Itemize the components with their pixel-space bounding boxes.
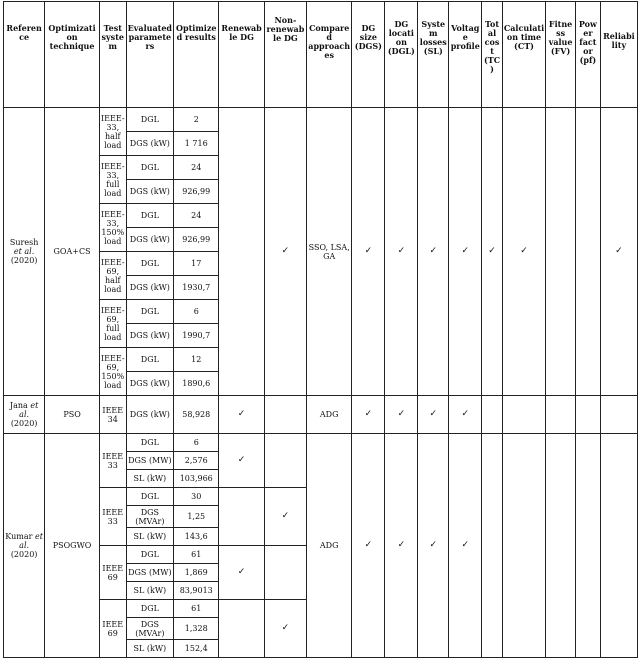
parameter: DGS (kW) xyxy=(126,396,173,434)
renewable-dg-kumar xyxy=(219,600,264,658)
dg-location-check-icon: ✓ xyxy=(385,108,418,396)
non-renewable-dg-check-icon: ✓ xyxy=(264,488,306,546)
result: 152,4 xyxy=(174,640,219,658)
non-renewable-dg-check-icon: ✓ xyxy=(264,600,306,658)
result: 1,869 xyxy=(174,564,219,582)
parameter: DGS (MVAr) xyxy=(126,506,173,528)
test-system: IEEE 33 xyxy=(99,434,126,488)
parameter: DGL xyxy=(126,156,173,180)
reference-author: Kumar xyxy=(5,532,33,541)
header-fitness-value: Fitness value (FV) xyxy=(546,2,576,108)
compared-suresh: SSO, LSA, GA xyxy=(307,108,352,396)
reference-kumar xyxy=(4,434,45,658)
voltage-profile-check-icon: ✓ xyxy=(449,108,482,396)
result: 2 xyxy=(174,108,219,132)
non-renewable-dg-kumar xyxy=(264,434,306,488)
parameter: DGS (MW) xyxy=(126,564,173,582)
parameter: DGL xyxy=(126,488,173,506)
power-factor-jana xyxy=(576,396,601,434)
system-losses-check-icon: ✓ xyxy=(418,434,449,658)
parameter: DGL xyxy=(126,546,173,564)
parameter: DGL xyxy=(126,348,173,372)
result: 58,928 xyxy=(174,396,219,434)
renewable-dg-suresh xyxy=(219,108,264,396)
technique-jana: PSO xyxy=(45,396,100,434)
header-compared-approaches: Compared approaches xyxy=(307,2,352,108)
reference-year: (2020) xyxy=(10,550,38,559)
non-renewable-dg-jana xyxy=(264,396,306,434)
parameter: DGS (MVAr) xyxy=(126,618,173,640)
reference-year: (2020) xyxy=(10,419,38,428)
parameter: SL (kW) xyxy=(126,528,173,546)
result: 61 xyxy=(174,546,219,564)
result: 103,966 xyxy=(174,470,219,488)
power-factor-suresh xyxy=(576,108,601,396)
parameter: DGL xyxy=(126,108,173,132)
reference-author: Suresh xyxy=(9,238,39,247)
renewable-dg-check-icon: ✓ xyxy=(219,396,264,434)
reference-etal: et al. xyxy=(19,532,43,550)
reference-jana xyxy=(4,396,45,434)
result: 24 xyxy=(174,204,219,228)
dg-size-check-icon: ✓ xyxy=(352,396,385,434)
test-system: IEEE-69, full load xyxy=(99,300,126,348)
test-system: IEEE 33 xyxy=(99,488,126,546)
test-system: IEEE-69, half load xyxy=(99,252,126,300)
header-dg-location: DG location (DGL) xyxy=(385,2,418,108)
result: 12 xyxy=(174,348,219,372)
comparison-table-container xyxy=(3,1,638,658)
result: 61 xyxy=(174,600,219,618)
power-factor-kumar xyxy=(576,434,601,658)
renewable-dg-check-icon: ✓ xyxy=(219,434,264,488)
result: 2,576 xyxy=(174,452,219,470)
parameter: DGS (kW) xyxy=(126,324,173,348)
parameter: DGL xyxy=(126,434,173,452)
voltage-profile-check-icon: ✓ xyxy=(449,434,482,658)
parameter: DGS (kW) xyxy=(126,228,173,252)
result: 6 xyxy=(174,300,219,324)
parameter: DGS (kW) xyxy=(126,132,173,156)
table-row xyxy=(4,396,638,434)
fitness-value-suresh xyxy=(546,108,576,396)
result: 6 xyxy=(174,434,219,452)
parameter: DGL xyxy=(126,300,173,324)
technique-suresh: GOA+CS xyxy=(45,108,100,396)
header-total-cost: Total cost (TC) xyxy=(482,2,503,108)
parameter: DGS (MW) xyxy=(126,452,173,470)
header-system-losses: System losses (SL) xyxy=(418,2,449,108)
fitness-value-jana xyxy=(546,396,576,434)
fitness-value-kumar xyxy=(546,434,576,658)
calculation-time-kumar xyxy=(502,434,545,658)
result: 926,99 xyxy=(174,228,219,252)
reliability-jana xyxy=(600,396,637,434)
header-optimized-results: Optimized results xyxy=(174,2,219,108)
calculation-time-check-icon: ✓ xyxy=(502,108,545,396)
header-renewable-dg: Renewable DG xyxy=(219,2,264,108)
header-power-factor: Power factor (pf) xyxy=(576,2,601,108)
system-losses-check-icon: ✓ xyxy=(418,396,449,434)
reference-suresh xyxy=(4,108,45,396)
parameter: DGS (kW) xyxy=(126,180,173,204)
header-dg-size: DG size (DGS) xyxy=(352,2,385,108)
header-test-system: Test system xyxy=(99,2,126,108)
dg-size-check-icon: ✓ xyxy=(352,108,385,396)
test-system: IEEE-33, 150% load xyxy=(99,204,126,252)
total-cost-check-icon: ✓ xyxy=(482,108,503,396)
header-reliability: Reliability xyxy=(600,2,637,108)
dg-location-check-icon: ✓ xyxy=(385,434,418,658)
table-row xyxy=(4,434,638,452)
result: 926,99 xyxy=(174,180,219,204)
renewable-dg-check-icon: ✓ xyxy=(219,546,264,600)
parameter: DGL xyxy=(126,252,173,276)
parameter: DGL xyxy=(126,600,173,618)
result: 143,6 xyxy=(174,528,219,546)
result: 1,328 xyxy=(174,618,219,640)
test-system: IEEE 69 xyxy=(99,546,126,600)
result: 1,25 xyxy=(174,506,219,528)
dg-location-check-icon: ✓ xyxy=(385,396,418,434)
compared-kumar: ADG xyxy=(307,434,352,658)
table-row xyxy=(4,108,638,132)
result: 17 xyxy=(174,252,219,276)
test-system: IEEE 69 xyxy=(99,600,126,658)
header-non-renewable-dg: Non-renewable DG xyxy=(264,2,306,108)
reference-etal: et al. xyxy=(13,247,35,256)
reference-author: Jana xyxy=(9,401,28,410)
result: 30 xyxy=(174,488,219,506)
result: 83,9013 xyxy=(174,582,219,600)
test-system: IEEE 34 xyxy=(99,396,126,434)
header-evaluated-parameters: Evaluated parameters xyxy=(126,2,173,108)
result: 1990,7 xyxy=(174,324,219,348)
header-calculation-time: Calculation time (CT) xyxy=(502,2,545,108)
result: 1930,7 xyxy=(174,276,219,300)
technique-kumar: PSOGWO xyxy=(45,434,100,658)
calculation-time-jana xyxy=(502,396,545,434)
parameter: SL (kW) xyxy=(126,470,173,488)
header-row xyxy=(4,2,638,108)
parameter: DGS (kW) xyxy=(126,276,173,300)
parameter: SL (kW) xyxy=(126,640,173,658)
parameter: SL (kW) xyxy=(126,582,173,600)
test-system: IEEE-33, full load xyxy=(99,156,126,204)
reliability-check-icon: ✓ xyxy=(600,108,637,396)
header-reference: Reference xyxy=(4,2,45,108)
comparison-table xyxy=(3,1,638,658)
total-cost-jana xyxy=(482,396,503,434)
test-system: IEEE-33, half load xyxy=(99,108,126,156)
total-cost-kumar xyxy=(482,434,503,658)
renewable-dg-kumar xyxy=(219,488,264,546)
test-system: IEEE-69, 150% load xyxy=(99,348,126,396)
result: 24 xyxy=(174,156,219,180)
parameter: DGS (kW) xyxy=(126,372,173,396)
non-renewable-dg-kumar xyxy=(264,546,306,600)
parameter: DGL xyxy=(126,204,173,228)
compared-jana: ADG xyxy=(307,396,352,434)
reference-year: (2020) xyxy=(10,256,38,265)
header-optimization-technique: Optimization technique xyxy=(45,2,100,108)
voltage-profile-check-icon: ✓ xyxy=(449,396,482,434)
reference-etal: et al. xyxy=(19,401,39,419)
result: 1 716 xyxy=(174,132,219,156)
reliability-kumar xyxy=(600,434,637,658)
dg-size-check-icon: ✓ xyxy=(352,434,385,658)
non-renewable-dg-check-icon: ✓ xyxy=(264,108,306,396)
header-voltage-profile: Voltage profile xyxy=(449,2,482,108)
result: 1890,6 xyxy=(174,372,219,396)
system-losses-check-icon: ✓ xyxy=(418,108,449,396)
